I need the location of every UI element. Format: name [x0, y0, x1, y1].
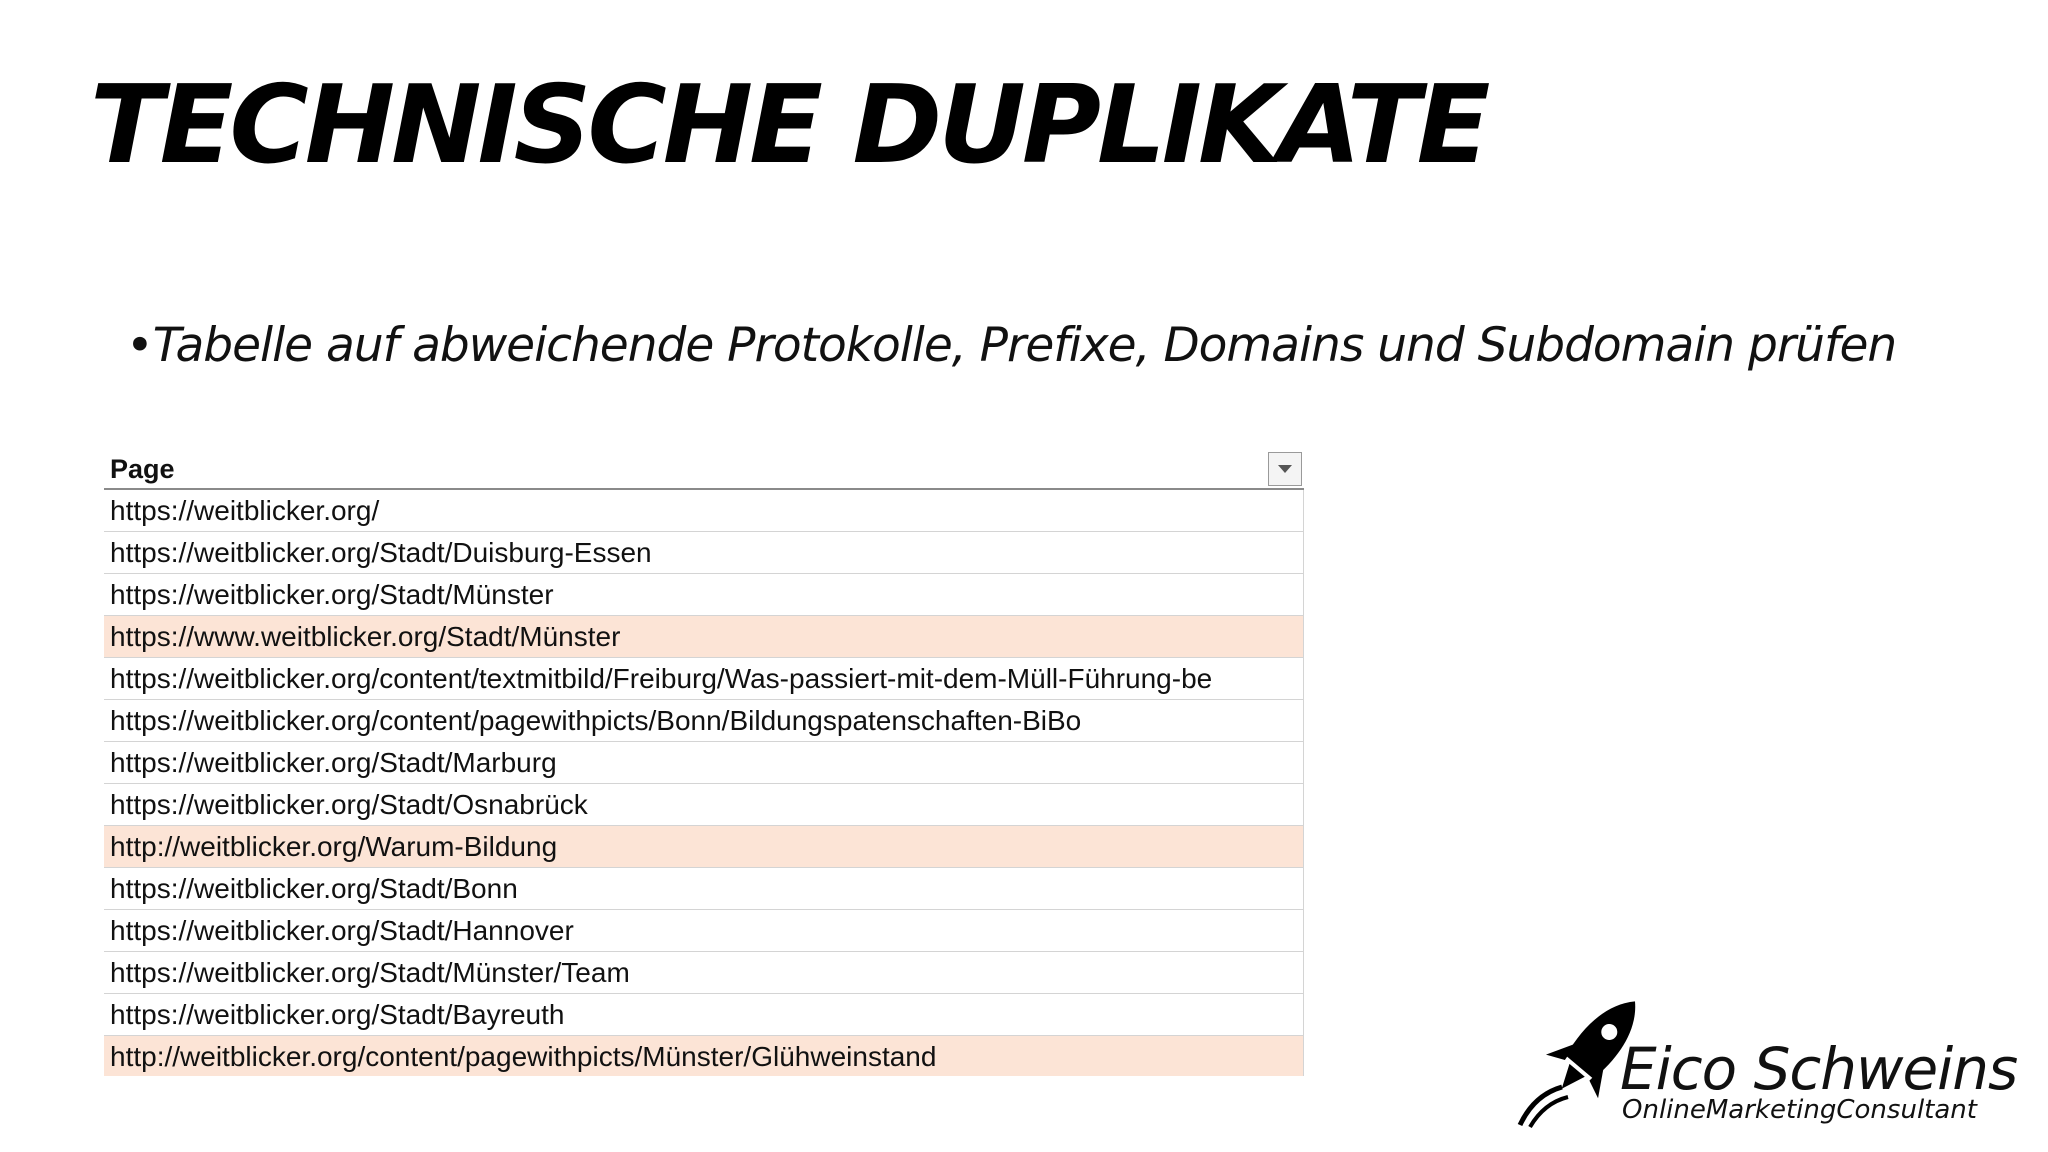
table-row: https://weitblicker.org/Stadt/Bonn: [104, 868, 1304, 910]
table-row: https://www.weitblicker.org/Stadt/Münster: [104, 616, 1304, 658]
table-row: http://weitblicker.org/Warum-Bildung: [104, 826, 1304, 868]
table-row: https://weitblicker.org/Stadt/Münster: [104, 574, 1304, 616]
table-body: [104, 490, 1304, 1076]
table-row: https://weitblicker.org/Stadt/Bayreuth: [104, 994, 1304, 1036]
slide-title: TECHNISCHE DUPLIKATE: [90, 63, 1487, 188]
table-row: https://weitblicker.org/Stadt/Münster/Team: [104, 952, 1304, 994]
table-row: https://weitblicker.org/content/pagewithpicts/Bonn/Bildungspatenschaften-BiBo: [104, 700, 1304, 742]
logo-name: Eico Schweins: [1620, 1035, 2018, 1103]
logo-tagline: OnlineMarketingConsultant: [1622, 1095, 1977, 1125]
column-header-label: Page: [110, 453, 175, 484]
spreadsheet-table: [104, 450, 1304, 1076]
table-row: https://weitblicker.org/: [104, 490, 1304, 532]
table-row: https://weitblicker.org/Stadt/Hannover: [104, 910, 1304, 952]
table-row: http://weitblicker.org/content/pagewithpicts/Münster/Glühweinstand: [104, 1036, 1304, 1076]
brand-logo: [1500, 975, 2020, 1135]
filter-dropdown-button[interactable]: [1268, 452, 1302, 486]
table-row: https://weitblicker.org/content/textmitbild/Freiburg/Was-passiert-mit-dem-Müll-Führung-be: [104, 658, 1304, 700]
table-row: https://weitblicker.org/Stadt/Osnabrück: [104, 784, 1304, 826]
dropdown-arrow-icon: [1278, 465, 1292, 473]
table-row: https://weitblicker.org/Stadt/Duisburg-Essen: [104, 532, 1304, 574]
column-header: [104, 450, 1304, 490]
table-row: https://weitblicker.org/Stadt/Marburg: [104, 742, 1304, 784]
bullet-point: •Tabelle auf abweichende Protokolle, Prefixe, Domains und Subdomain prüfen: [126, 318, 1897, 373]
